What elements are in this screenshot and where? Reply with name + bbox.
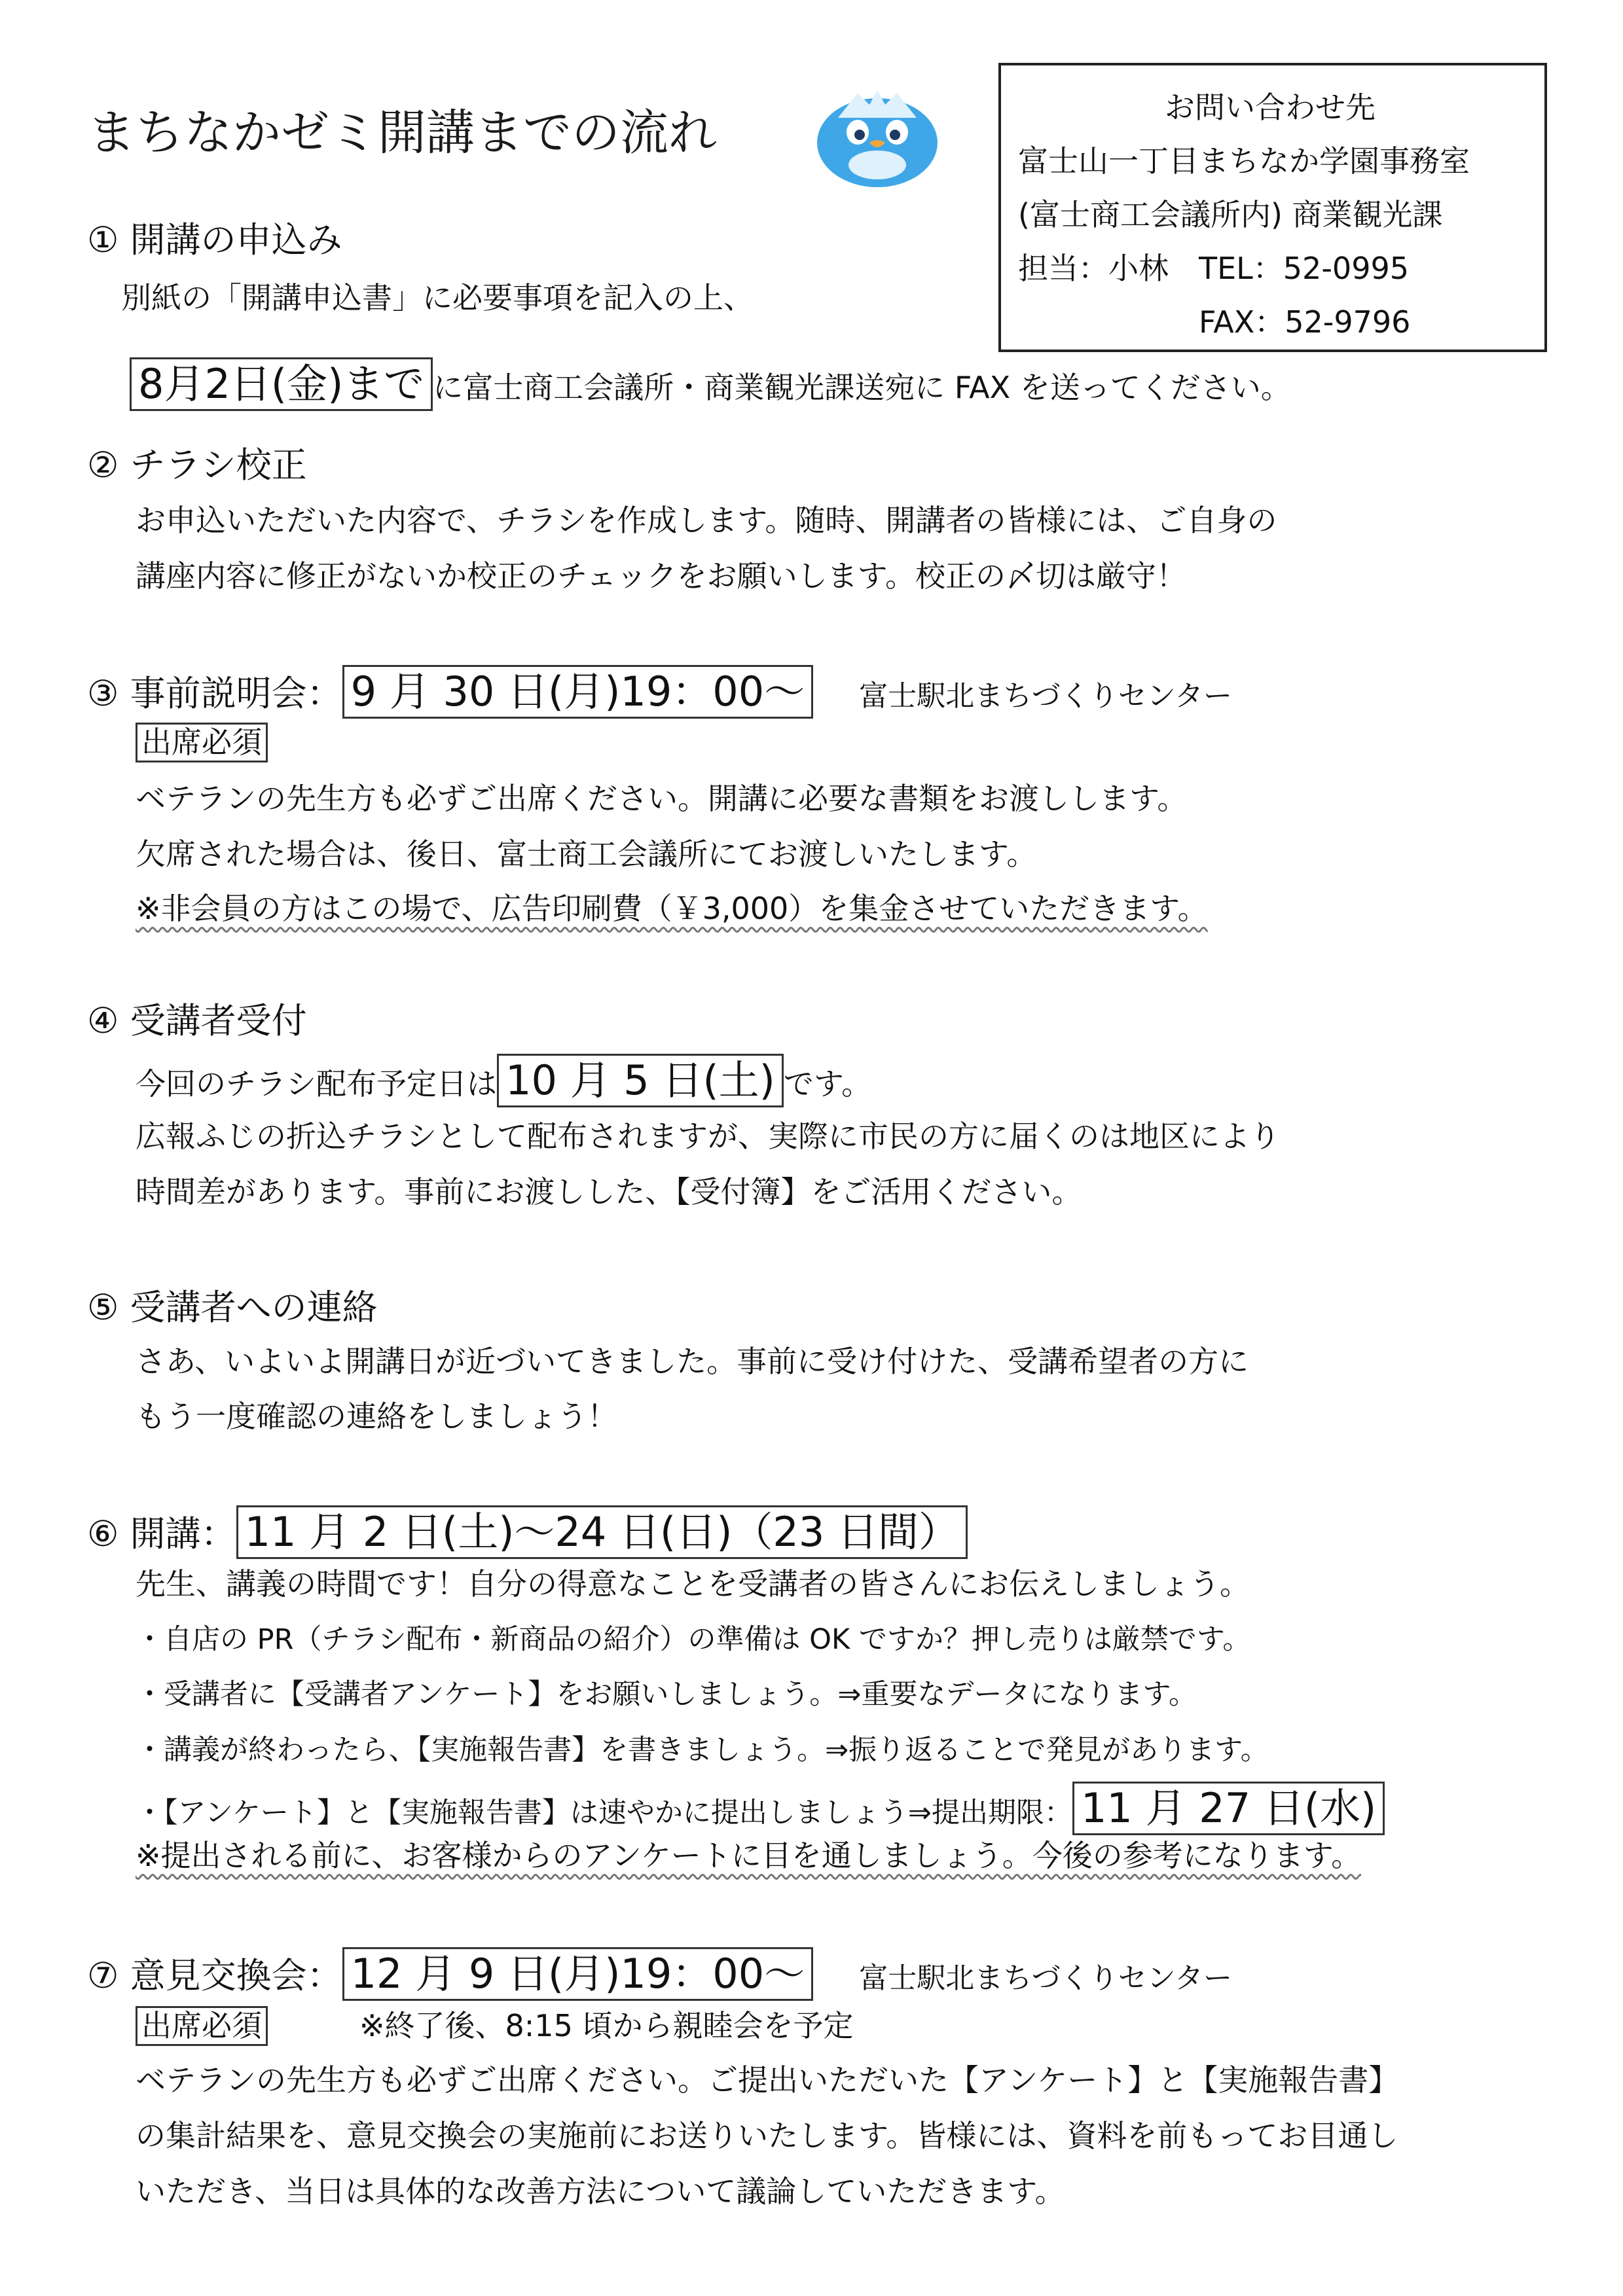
step6-bullet1: ・自店の PR（チラシ配布・新商品の紹介）の準備は OK ですか？押し売りは厳禁です。 bbox=[136, 1623, 1251, 1656]
step6-bullet3: ・講義が終わったら、【実施報告書】を書きましょう。⇒振り返ることで発見があります。 bbox=[136, 1734, 1269, 1767]
step3-line1: ベテランの先生方も必ずご出席ください。開講に必要な書類をお渡しします。 bbox=[136, 781, 1188, 816]
mascot-bird-icon bbox=[812, 79, 943, 190]
step3-heading-line bbox=[87, 665, 1232, 719]
step4-date-line bbox=[136, 1054, 871, 1107]
step1-line2: に富士商工会議所・商業観光課送宛に FAX を送ってください。 bbox=[433, 370, 1291, 405]
step6-bullet4: ・【アンケート】と【実施報告書】は速やかに提出しましょう⇒提出期限： bbox=[136, 1797, 1072, 1829]
step2-line2: 講座内容に修正がないか校正のチェックをお願いします。校正の〆切は厳守！ bbox=[136, 558, 1186, 594]
step7-required-line bbox=[136, 2006, 853, 2046]
step6-note: ※提出される前に、お客様からのアンケートに目を通しましょう。今後の参考になります。 bbox=[136, 1838, 1362, 1873]
step7-required-badge: 出席必須 bbox=[136, 2006, 268, 2046]
contact-dept: (富士商工会議所内) 商業観光課 bbox=[1018, 197, 1443, 232]
step7-datetime: 12 月 9 日(月)19：00～ bbox=[342, 1947, 814, 2001]
step7-line3: いただき、当日は具体的な改善方法について議論していただきます。 bbox=[136, 2174, 1065, 2209]
step3-datetime: 9 月 30 日(月)19：00～ bbox=[342, 665, 814, 719]
step4-line2: 広報ふじの折込チラシとして配布されますが、実際に市民の方に届くのは地区により bbox=[136, 1119, 1280, 1154]
step7-after-note: ※終了後、8:15 頃から親睦会を予定 bbox=[359, 2008, 854, 2043]
page-title: まちなかゼミ開講までの流れ bbox=[87, 105, 717, 161]
step5-heading: ⑤ 受講者への連絡 bbox=[87, 1287, 378, 1328]
step4-line3: 時間差があります。事前にお渡しした、【受付簿】をご活用ください。 bbox=[136, 1174, 1082, 1210]
step1-deadline: 8月2日(金)まで bbox=[130, 357, 433, 411]
step7-venue: 富士駅北まちづくりセンター bbox=[859, 1962, 1233, 1995]
contact-box bbox=[998, 63, 1547, 352]
step6-line1: 先生、講義の時間です！自分の得意なことを受講者の皆さんにお伝えしましょう。 bbox=[136, 1566, 1250, 1602]
step7-line1: ベテランの先生方も必ずご出席ください。ご提出いただいた【アンケート】と【実施報告書】 bbox=[136, 2062, 1399, 2098]
step6-heading-line bbox=[87, 1505, 968, 1559]
step2-line1: お申込いただいた内容で、チラシを作成します。随時、開講者の皆様には、ご自身の bbox=[136, 503, 1277, 538]
step7-heading-line bbox=[87, 1947, 1232, 2001]
step3-heading: ③ 事前説明会： bbox=[87, 673, 342, 714]
step3-required-badge: 出席必須 bbox=[136, 723, 268, 762]
step3-note: ※非会員の方はこの場で、広告印刷費（￥3,000）を集金させていただきます。 bbox=[136, 891, 1208, 926]
step1-line1: 別紙の「開講申込書」に必要事項を記入の上、 bbox=[121, 280, 754, 315]
step6-submit-deadline: 11 月 27 日(水) bbox=[1072, 1782, 1385, 1835]
step3-line2: 欠席された場合は、後日、富士商工会議所にてお渡しいたします。 bbox=[136, 836, 1037, 872]
step1-deadline-line bbox=[130, 357, 1291, 411]
step2-heading: ② チラシ校正 bbox=[87, 444, 307, 486]
step7-heading: ⑦ 意見交換会： bbox=[87, 1955, 342, 1996]
step4-pre: 今回のチラシ配布予定日は bbox=[136, 1066, 497, 1102]
step4-post: です。 bbox=[783, 1066, 872, 1102]
step3-venue: 富士駅北まちづくりセンター bbox=[859, 679, 1233, 713]
step4-heading: ④ 受講者受付 bbox=[87, 1000, 307, 1041]
step4-date: 10 月 5 日(土) bbox=[497, 1054, 784, 1107]
contact-org: 富士山一丁目まちなか学園事務室 bbox=[1018, 143, 1470, 179]
step1-heading: ① 開講の申込み bbox=[87, 219, 342, 260]
step5-line1: さあ、いよいよ開講日が近づいてきました。事前に受け付けた、受講希望者の方に bbox=[136, 1344, 1249, 1379]
step5-line2: もう一度確認の連絡をしましょう！ bbox=[136, 1399, 617, 1434]
contact-fax: FAX：52-9796 bbox=[1199, 304, 1411, 340]
step3-required-line bbox=[136, 723, 268, 762]
step7-line2: の集計結果を、意見交換会の実施前にお送りいたします。皆様には、資料を前もってお目通し bbox=[136, 2118, 1398, 2153]
contact-person-tel: 担当：小林 TEL：52-0995 bbox=[1018, 251, 1409, 286]
step6-heading: ⑥ 開講： bbox=[87, 1513, 236, 1554]
step6-period: 11 月 2 日(土)～24 日(日)（23 日間） bbox=[236, 1505, 968, 1559]
contact-heading: お問い合わせ先 bbox=[1165, 90, 1376, 125]
step6-bullet4-line bbox=[136, 1782, 1385, 1835]
step6-bullet2: ・受講者に【受講者アンケート】をお願いしましょう。⇒重要なデータになります。 bbox=[136, 1678, 1197, 1711]
